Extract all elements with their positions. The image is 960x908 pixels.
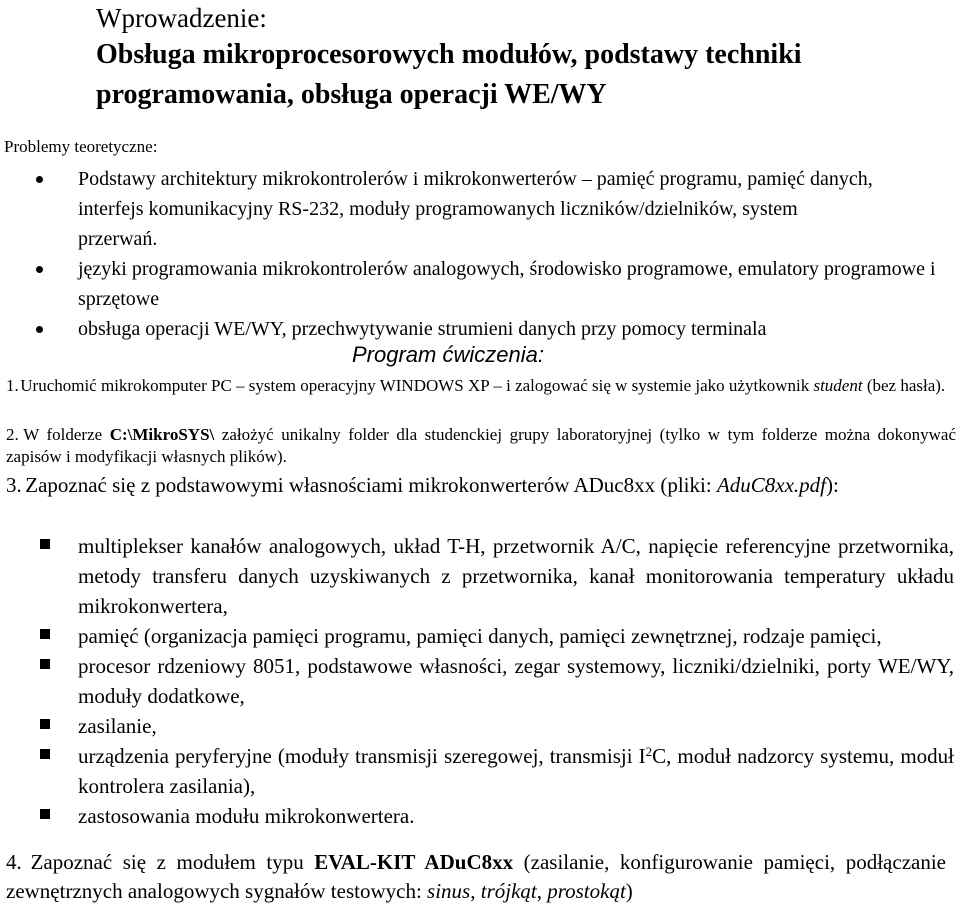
step-text-end: (bez hasła). [862,376,946,395]
feature-sublist [0,531,954,831]
step-1 [6,375,956,397]
step-text-end: ): [826,473,839,497]
separator: , [470,879,481,903]
intro-heading: Wprowadzenie: [96,3,267,33]
sublist-text: zasilanie, [78,714,157,738]
square-bullet-icon [40,809,50,819]
problem-item [0,164,878,254]
step-number: 1. [6,376,19,395]
problem-text: obsługa operacji WE/WY, przechwytywanie strumieni danych przy pomocy terminala [78,318,767,340]
sublist-text: zastosowania modułu mikrokonwertera. [78,804,415,828]
bullet-dot-icon [36,266,43,273]
sublist-text: procesor rdzeniowy 8051, podstawowe własności, zegar systemowy, liczniki/dzielniki, porty WE/WY, moduły dodatkowe, [78,654,954,708]
sublist-text: urządzenia peryferyjne (moduły transmisji szeregowej, transmisji I [78,744,646,768]
problem-item [0,314,958,344]
sublist-text: multiplekser kanałów analogowych, układ T-H, przetwornik A/C, napięcie referencyjne przetwornika, metody transferu danych uzyskiwanych z przetwornika, kanał monitorowania temperatury układu mikrokonwertera, [78,534,954,618]
square-bullet-icon [40,659,50,669]
program-heading: Program ćwiczenia: [352,342,544,367]
sublist-item [0,621,954,651]
square-bullet-icon [40,539,50,549]
square-bullet-icon [40,719,50,729]
sublist-item [0,711,954,741]
step-4 [6,848,946,906]
sublist-text: pamięć (organizacja pamięci programu, pamięci danych, pamięci zewnętrznej, rodzaje pamięci, [78,624,882,648]
sublist-text-end: C, moduł nadzorcy systemu, moduł kontrolera zasilania), [78,744,954,798]
step-3 [6,471,956,500]
signal-triangle: trójkąt [480,879,537,903]
signal-sinus: sinus [427,879,471,903]
problems-label: Problemy teoretyczne: [4,137,158,156]
sublist-item [0,531,954,621]
step-text: W folderze [23,425,110,444]
square-bullet-icon [40,629,50,639]
problem-text: języki programowania mikrokontrolerów analogowych, środowisko programowe, emulatory programowe i sprzętowe [78,258,936,310]
sublist-item [0,741,954,801]
step-text-end: ) [625,879,633,903]
problem-text: Podstawy architektury mikrokontrolerów i mikrokonwerterów – pamięć programu, pamięć danych, interfejs komunikacyjny RS-232, moduły programowanych liczników/dzielników, system przerwań. [78,168,873,250]
step-number: 2. [6,425,19,444]
step-emphasis: student [813,376,863,395]
step-text: Uruchomić mikrokomputer PC – system operacyjny WINDOWS XP – i zalogować się w systemie jako użytkownik [20,376,814,395]
step-number: 3. [6,473,22,497]
signal-square: prostokąt [547,879,626,903]
square-bullet-icon [40,749,50,759]
document-header [96,0,802,115]
sublist-item [0,801,954,831]
step-board: EVAL-KIT ADuC8xx [314,850,514,874]
step-2 [6,424,956,468]
sublist-item [0,651,954,711]
step-text-mid: (zasilanie, konfigurowanie pamięci, podłączanie zewnętrznych analogowych sygnałów testowych: [6,850,946,903]
bullet-dot-icon [36,326,43,333]
separator: , [536,879,548,903]
step-number: 4. [6,850,22,874]
title-line-1: Obsługa mikroprocesorowych modułów, podstawy techniki [96,39,802,70]
superscript: 2 [645,744,653,759]
step-path: C:\MikroSYS\ [109,425,215,444]
problem-item [0,254,938,314]
step-text: Zapoznać się z modułem typu [30,850,315,874]
bullet-dot-icon [36,176,43,183]
step-text-end: założyć unikalny folder dla studenckiej grupy laboratoryjnej (tylko w tym folderze można dokonywać zapisów i modyfikacji własnych plików). [6,425,957,466]
title-line-2: programowania, obsługa operacji WE/WY [96,79,607,110]
step-text: Zapoznać się z podstawowymi własnościami mikrokonwerterów ADuc8xx (pliki: [25,473,717,497]
problems-list [0,164,960,344]
step-emphasis: AduC8xx.pdf [716,473,826,497]
